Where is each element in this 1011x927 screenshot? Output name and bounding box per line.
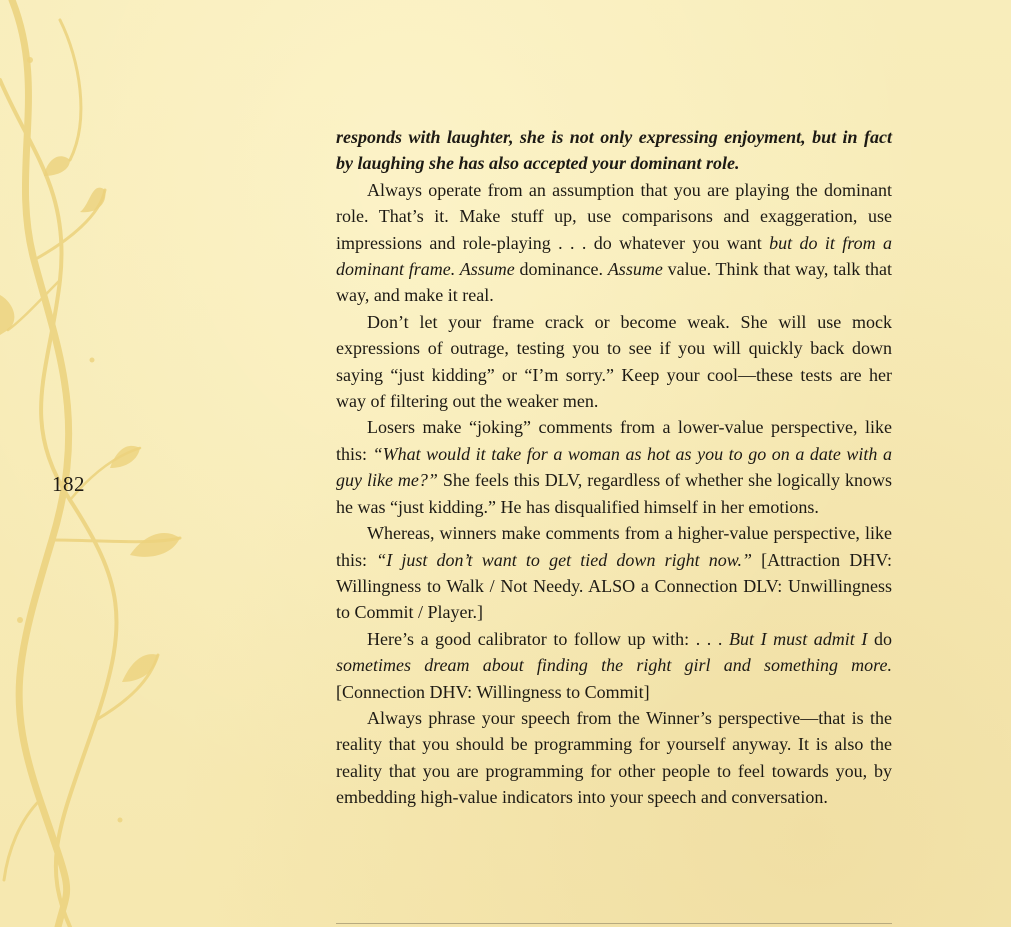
- body-text: [336, 124, 892, 811]
- italic-run: but do it from a dominant frame. Assume: [336, 232, 892, 280]
- text-run: Here’s a good calibrator to follow up with: . . .: [367, 628, 729, 649]
- text-run: Always phrase your speech from the Winner’s perspective—that is the reality that you should be programming for yourself anyway. It is also the reality that you are programming for other people to feel towards you, by embedding high-value indicators into your speech and conversation.: [336, 707, 892, 808]
- italic-quote: “I just don’t want to get tied down right now.”: [376, 549, 752, 570]
- text-run: value. Think that way, talk that way, and make it real.: [336, 259, 892, 306]
- text-run: [Attraction DHV: Willingness to Walk / Not Needy. ALSO a Connection DLV: Unwillingness to Commit / Player.]: [336, 549, 892, 623]
- bold-italic-lead: responds with laughter, she is not only expressing enjoyment, but in fact by laughing she has also accepted your dominant role.: [336, 127, 892, 174]
- page-number: 182: [52, 472, 85, 496]
- paragraph-1: [336, 177, 892, 309]
- text-run: dominance.: [514, 259, 608, 280]
- paragraph-3: [336, 414, 892, 520]
- footer-rule: [336, 923, 892, 924]
- text-run: Always operate from an assumption that you are playing the dominant role. That’s it. Make stuff up, use comparisons and exaggeration, use impressions and role-playing . . . do whatever you want: [336, 179, 892, 253]
- paragraph-6: [336, 705, 892, 811]
- italic-quote: “What would it take for a woman as hot as you to go on a date with a guy like me?”: [336, 443, 892, 491]
- paragraph-5: [336, 626, 892, 705]
- italic-run: sometimes dream about finding the right girl and something more.: [336, 655, 892, 676]
- paragraph-4: [336, 520, 892, 626]
- italic-run: Assume: [607, 259, 663, 280]
- paragraph-2: [336, 309, 892, 415]
- text-run: Don’t let your frame crack or become weak. She will use mock expressions of outrage, testing you to see if you will quickly back down saying “just kidding” or “I’m sorry.” Keep your cool—these tests are her way of filtering out the weaker men.: [336, 311, 892, 412]
- text-run: She feels this DLV, regardless of whether she logically knows he was “just kidding.” He has disqualified himself in her emotions.: [336, 470, 893, 517]
- text-run: do: [867, 628, 892, 649]
- text-run: [Connection DHV: Willingness to Commit]: [336, 681, 650, 702]
- text-run: Losers make “joking” comments from a lower-value perspective, like this:: [336, 417, 892, 464]
- floral-vine-ornament: [0, 0, 230, 927]
- italic-run: But I must admit I: [729, 628, 868, 649]
- paragraph-continuation: [336, 124, 892, 177]
- text-run: Whereas, winners make comments from a higher-value perspective, like this:: [336, 523, 892, 570]
